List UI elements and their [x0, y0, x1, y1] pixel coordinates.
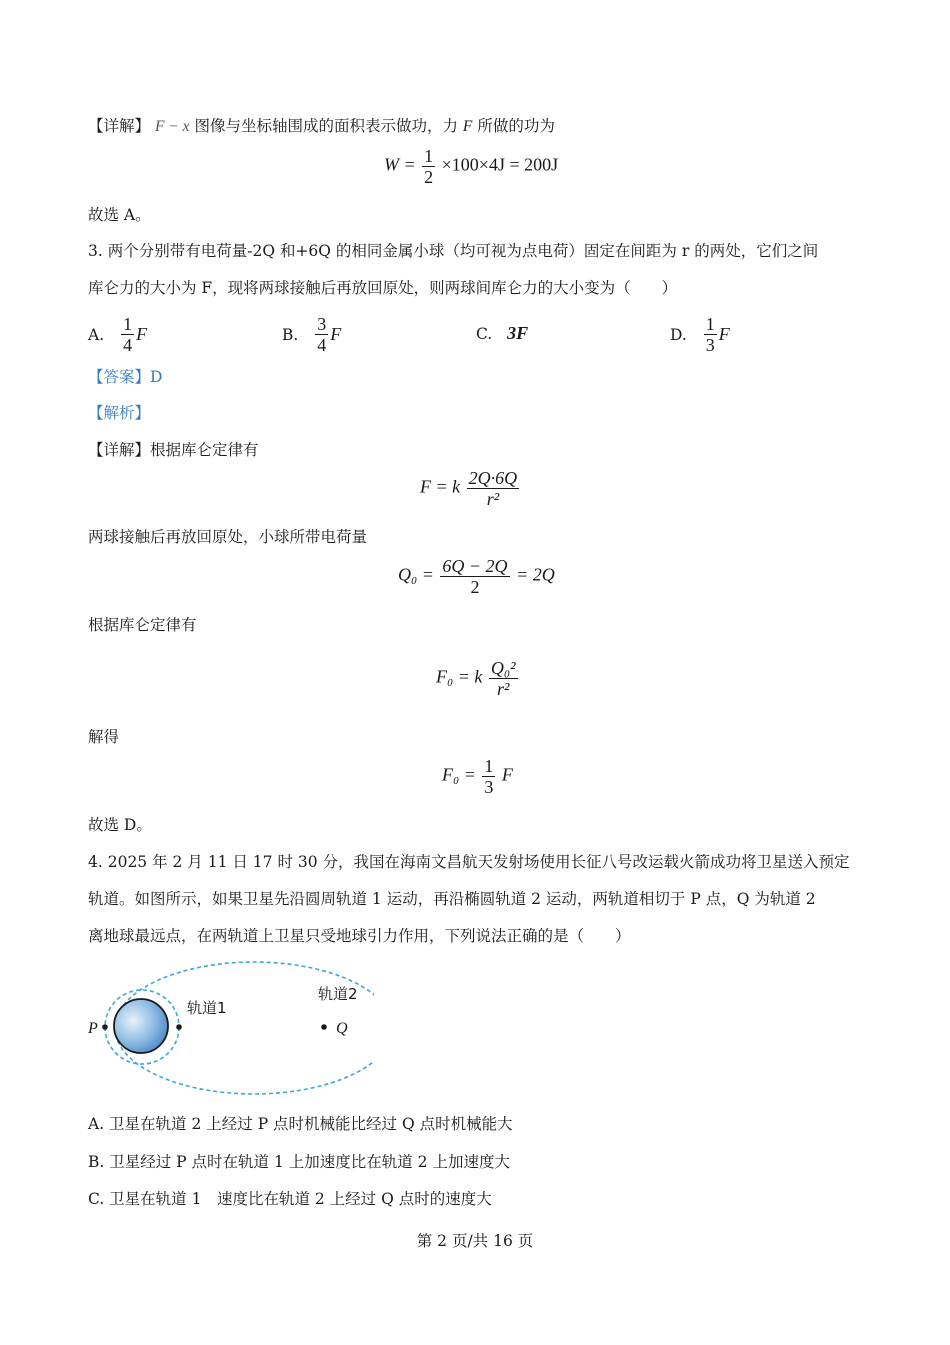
option-a-fraction [121, 314, 134, 355]
option-d-tail: F [718, 324, 730, 344]
earth-icon [114, 999, 168, 1053]
equation-result [442, 756, 513, 797]
option-a-tail: F [136, 324, 148, 344]
eq3-lhs: F₀ = k [436, 666, 483, 687]
option-b-label: B. [282, 325, 299, 344]
option-b-num: 3 [317, 314, 327, 334]
option-b-fraction [315, 314, 328, 355]
eq1-lhs: F = k [420, 476, 461, 497]
eq2-den: 2 [470, 577, 480, 597]
q3-answer: 【答案】D [88, 368, 163, 386]
eq-work-num: 1 [424, 146, 434, 166]
fx-symbol: F − x [154, 118, 190, 135]
detail-prefix: 【详解】 [88, 117, 151, 135]
option-d-num: 1 [705, 314, 715, 334]
eq-work-rhs: ×100×4J = 200J [441, 154, 559, 175]
point-orbit1-dot [176, 1024, 182, 1030]
q4-line1: 4. 2025 年 2 月 11 日 17 时 30 分，我国在海南文昌航天发射场使用长征八号改运载火箭成功将卫星送入预定 [88, 853, 850, 871]
q3-option-a[interactable] [88, 314, 147, 355]
eq3-den: r² [497, 679, 510, 699]
option-a-label: A. [88, 325, 105, 344]
option-a-den: 4 [123, 335, 133, 355]
eq2-fraction [440, 556, 509, 597]
eq-work-lhs: W = [384, 154, 416, 175]
q3-option-c[interactable] [476, 323, 528, 344]
orbit-diagram [84, 955, 374, 1095]
eq4-fraction [482, 756, 495, 797]
label-q: Q [336, 1020, 348, 1037]
equation-work [384, 146, 558, 187]
eq1-fraction [467, 468, 520, 509]
point-q-dot [321, 1024, 327, 1030]
eq4-den: 3 [484, 777, 494, 797]
q3-line2: 库仑力的大小为 F，现将两球接触后再放回原处，则两球间库仑力的大小变为（ ） [88, 279, 678, 297]
option-c-text: 3F [507, 323, 529, 343]
eq-work-fraction [422, 146, 435, 187]
q4-option-a[interactable]: A. 卫星在轨道 2 上经过 P 点时机械能比经过 Q 点时机械能大 [88, 1115, 513, 1133]
option-d-fraction [704, 314, 717, 355]
option-b-den: 4 [317, 335, 327, 355]
q3-line1: 3. 两个分别带有电荷量-2Q 和+6Q 的相同金属小球（均可视为点电荷）固定在间距为 r 的两处，它们之间 [88, 242, 819, 260]
label-orbit-2: 轨道2 [318, 985, 358, 1003]
detail-text: 图像与坐标轴围成的面积表示做功，力 [194, 117, 458, 135]
q3-text3: 根据库仑定律有 [88, 616, 197, 634]
eq2-lhs: Q₀ = [398, 564, 434, 585]
equation-coulomb-1 [420, 468, 521, 509]
answer-a-line: 故选 A。 [88, 206, 151, 224]
eq2-rhs: = 2Q [516, 564, 555, 585]
eq2-num: 6Q − 2Q [442, 556, 508, 576]
orbit-figure [84, 955, 374, 1095]
q3-text2: 两球接触后再放回原处，小球所带电荷量 [88, 528, 368, 546]
q3-analysis: 【解析】 [88, 404, 151, 422]
detail-suffix: 所做的功为 [477, 117, 555, 135]
label-orbit-1: 轨道1 [187, 999, 227, 1017]
eq1-den: r² [486, 489, 500, 509]
eq3-num: Q₀² [490, 658, 516, 678]
label-p: P [88, 1020, 98, 1037]
q3-option-d[interactable] [670, 314, 730, 355]
eq4-lhs: F₀ = [442, 764, 476, 785]
eq1-num: 2Q·6Q [468, 468, 518, 488]
eq4-num: 1 [484, 756, 494, 776]
q4-line3: 离地球最远点，在两轨道上卫星只受地球引力作用，下列说法正确的是（ ） [88, 927, 631, 945]
q3-option-b[interactable] [282, 314, 341, 355]
option-a-num: 1 [123, 314, 133, 334]
eq-work-den: 2 [424, 167, 434, 187]
detail-line-work [88, 116, 555, 137]
equation-coulomb-2 [436, 658, 520, 699]
option-c-label: C. [476, 324, 493, 343]
eq4-rhs: F [501, 764, 513, 785]
option-d-den: 3 [705, 335, 715, 355]
q4-line2: 轨道。如图所示，如果卫星先沿圆周轨道 1 运动，再沿椭圆轨道 2 运动，两轨道相切于 P 点，Q 为轨道 2 [88, 890, 816, 908]
option-b-tail: F [330, 324, 342, 344]
equation-charge [398, 556, 555, 597]
q4-option-b[interactable]: B. 卫星经过 P 点时在轨道 1 上加速度比在轨道 2 上加速度大 [88, 1153, 510, 1171]
page-footer: 第 2 页/共 16 页 [416, 1232, 534, 1250]
eq3-fraction [489, 658, 518, 699]
q3-conclusion: 故选 D。 [88, 816, 152, 834]
point-p-dot [102, 1024, 108, 1030]
q4-option-c[interactable]: C. 卫星在轨道 1 速度比在轨道 2 上经过 Q 点时的速度大 [88, 1190, 492, 1208]
force-symbol: F [462, 118, 473, 135]
q3-text4: 解得 [88, 728, 120, 746]
q3-detail: 【详解】根据库仑定律有 [88, 441, 259, 459]
option-d-label: D. [670, 325, 687, 344]
